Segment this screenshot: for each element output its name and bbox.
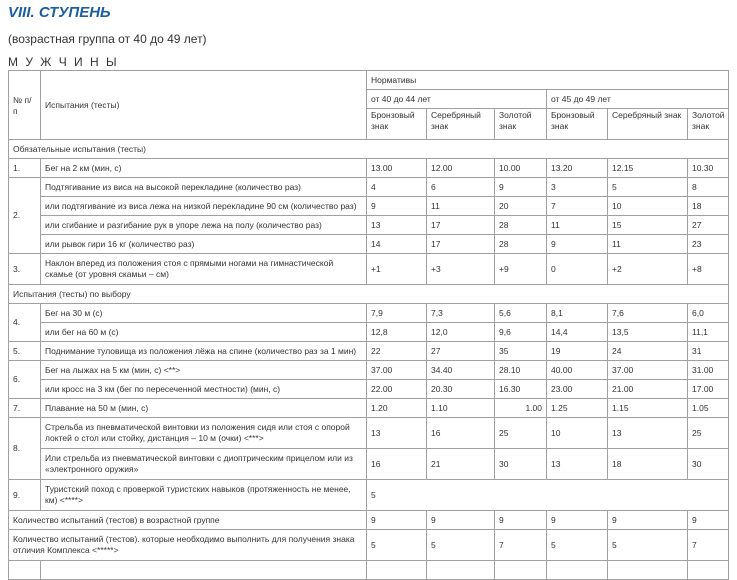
norm-value: +3 <box>427 254 495 285</box>
norm-value: 17 <box>427 216 495 235</box>
test-name: Бег на 2 км (мин, с) <box>41 159 367 178</box>
empty-row <box>9 561 729 580</box>
page-title: VIII. СТУПЕНЬ <box>8 4 111 21</box>
norm-value: 28 <box>495 216 547 235</box>
test-name: Наклон вперед из положения стоя с прямыми ногами на гимнастической скамье (от уровня скамьи – см) <box>41 254 367 285</box>
norm-value: 35 <box>495 342 547 361</box>
norm-value: 17.00 <box>688 380 729 399</box>
norm-value: 11 <box>608 235 688 254</box>
norm-value: 10.00 <box>495 159 547 178</box>
test-name: Бег на 30 м (с) <box>41 304 367 323</box>
norm-value: 13.00 <box>367 159 427 178</box>
row-number: 6. <box>9 361 41 399</box>
header-sign-4: Серебряный знак <box>608 109 688 140</box>
table-row <box>9 399 729 418</box>
norm-value: 10 <box>547 418 608 449</box>
norm-value: 1.10 <box>427 399 495 418</box>
gender-heading: М У Ж Ч И Н Ы <box>8 55 119 69</box>
norm-value: 10.30 <box>688 159 729 178</box>
norm-value: 5 <box>547 530 608 561</box>
test-name: Поднимание туловища из положения лёжа на спине (количество раз за 1 мин) <box>41 342 367 361</box>
norm-value: 27 <box>427 342 495 361</box>
norm-value: 5 <box>427 530 495 561</box>
empty-cell <box>41 561 367 580</box>
table-row <box>9 323 729 342</box>
norm-value: 25 <box>688 418 729 449</box>
norm-value: 1.25 <box>547 399 608 418</box>
norm-value: 10 <box>608 197 688 216</box>
norm-value: 40.00 <box>547 361 608 380</box>
norm-value: 30 <box>495 449 547 480</box>
norm-value: 34.40 <box>427 361 495 380</box>
norm-value: 24 <box>608 342 688 361</box>
norm-value: 13 <box>367 418 427 449</box>
total-label: Количество испытаний (тестов) в возрастной группе <box>9 511 367 530</box>
test-name: Бег на лыжах на 5 км (мин, с) <**> <box>41 361 367 380</box>
norm-value: 5,6 <box>495 304 547 323</box>
header-sign-1: Серебряный знак <box>427 109 495 140</box>
table-row <box>9 449 729 480</box>
empty-cell <box>608 561 688 580</box>
norms-table <box>8 70 729 580</box>
norm-value: 9 <box>495 178 547 197</box>
table-row <box>9 197 729 216</box>
table-row <box>9 178 729 197</box>
norm-value: 19 <box>547 342 608 361</box>
norm-value: 17 <box>427 235 495 254</box>
row-number: 4. <box>9 304 41 342</box>
empty-cell <box>688 561 729 580</box>
header-age-45-49: от 45 до 49 лет <box>547 90 729 109</box>
empty-cell <box>427 561 495 580</box>
section-label: Испытания (тесты) по выбору <box>9 285 729 304</box>
norm-value: 14,4 <box>547 323 608 342</box>
row-number: 5. <box>9 342 41 361</box>
norm-value: 1.05 <box>688 399 729 418</box>
table-row <box>9 304 729 323</box>
header-num: № п/п <box>9 71 41 140</box>
norm-value: +8 <box>688 254 729 285</box>
total-row <box>9 511 729 530</box>
row-number: 7. <box>9 399 41 418</box>
test-name: Стрельба из пневматической винтовки из положения сидя или стоя с опорой локтей о стол или стойку, дистанция – 10 м (очки) <***> <box>41 418 367 449</box>
row-number: 1. <box>9 159 41 178</box>
header-tests: Испытания (тесты) <box>41 71 367 140</box>
table-row <box>9 418 729 449</box>
age-group-subtitle: (возрастная группа от 40 до 49 лет) <box>8 32 207 46</box>
norm-value: 9 <box>427 511 495 530</box>
test-name: или рывок гири 16 кг (количество раз) <box>41 235 367 254</box>
table-row <box>9 361 729 380</box>
table-row <box>9 159 729 178</box>
norm-value: 4 <box>367 178 427 197</box>
test-name: или кросс на 3 км (бег по пересеченной местности) (мин, с) <box>41 380 367 399</box>
norm-value: +9 <box>495 254 547 285</box>
norm-value: 18 <box>688 197 729 216</box>
norm-value: 3 <box>547 178 608 197</box>
empty-cell <box>9 561 41 580</box>
norm-value: 9 <box>367 197 427 216</box>
test-name: или сгибание и разгибание рук в упоре лежа на полу (количество раз) <box>41 216 367 235</box>
table-row <box>9 480 729 511</box>
total-row <box>9 530 729 561</box>
norm-value: 12,0 <box>427 323 495 342</box>
norm-value: 0 <box>547 254 608 285</box>
header-sign-2: Золотой знак <box>495 109 547 140</box>
norm-value: 12.00 <box>427 159 495 178</box>
norm-value: 7,6 <box>608 304 688 323</box>
norm-value: 6,0 <box>688 304 729 323</box>
norm-value: 7 <box>688 530 729 561</box>
header-row <box>9 71 729 90</box>
section-row <box>9 285 729 304</box>
norm-value: 23.00 <box>547 380 608 399</box>
total-label: Количество испытаний (тестов). которые необходимо выполнить для получения знака отличия Комплекса <*****> <box>9 530 367 561</box>
norm-value: 13 <box>547 449 608 480</box>
norm-value: 13.20 <box>547 159 608 178</box>
norm-value: 16 <box>367 449 427 480</box>
norm-value: 1.00 <box>495 399 547 418</box>
norm-value: 13,5 <box>608 323 688 342</box>
norm-value: 15 <box>608 216 688 235</box>
norm-value: 16 <box>427 418 495 449</box>
norm-value: 9 <box>547 235 608 254</box>
norm-value: 13 <box>608 418 688 449</box>
norm-value: 8 <box>688 178 729 197</box>
norm-value: 13 <box>367 216 427 235</box>
test-name: Или стрельба из пневматической винтовки с диоптрическим прицелом или из «электронного оружия» <box>41 449 367 480</box>
row-number: 8. <box>9 418 41 480</box>
norm-value: 7 <box>547 197 608 216</box>
norm-value: 37.00 <box>367 361 427 380</box>
norm-value: 9 <box>547 511 608 530</box>
norm-value: 5 <box>367 480 729 511</box>
norm-value: 5 <box>608 178 688 197</box>
norm-value: 8,1 <box>547 304 608 323</box>
norm-value: 9,6 <box>495 323 547 342</box>
test-name: Плавание на 50 м (мин, с) <box>41 399 367 418</box>
norm-value: 21 <box>427 449 495 480</box>
row-number: 9. <box>9 480 41 511</box>
norm-value: 1.15 <box>608 399 688 418</box>
norm-value: 6 <box>427 178 495 197</box>
row-number: 2. <box>9 178 41 254</box>
norm-value: 31 <box>688 342 729 361</box>
norm-value: 37.00 <box>608 361 688 380</box>
norm-value: 20.30 <box>427 380 495 399</box>
test-name: Туристский поход с проверкой туристских навыков (протяженность не менее, км) <****> <box>41 480 367 511</box>
norm-value: 11 <box>427 197 495 216</box>
empty-cell <box>547 561 608 580</box>
norm-value: 9 <box>495 511 547 530</box>
header-sign-3: Бронзовый знак <box>547 109 608 140</box>
norm-value: 9 <box>688 511 729 530</box>
norm-value: 28 <box>495 235 547 254</box>
empty-cell <box>495 561 547 580</box>
norm-value: 9 <box>367 511 427 530</box>
header-age-40-44: от 40 до 44 лет <box>367 90 547 109</box>
norm-value: 30 <box>688 449 729 480</box>
table-row <box>9 235 729 254</box>
norm-value: 20 <box>495 197 547 216</box>
table-row <box>9 380 729 399</box>
header-norms: Нормативы <box>367 71 729 90</box>
norm-value: 9 <box>608 511 688 530</box>
table-row <box>9 254 729 285</box>
norm-value: 23 <box>688 235 729 254</box>
table-row <box>9 216 729 235</box>
row-number: 3. <box>9 254 41 285</box>
norm-value: 11,1 <box>688 323 729 342</box>
norm-value: 7,3 <box>427 304 495 323</box>
section-label: Обязательные испытания (тесты) <box>9 140 729 159</box>
table-row <box>9 342 729 361</box>
norm-value: 22.00 <box>367 380 427 399</box>
header-sign-5: Золотой знак <box>688 109 729 140</box>
norm-value: 21.00 <box>608 380 688 399</box>
norm-value: 22 <box>367 342 427 361</box>
norm-value: 7 <box>495 530 547 561</box>
norm-value: 12.15 <box>608 159 688 178</box>
norm-value: 12,8 <box>367 323 427 342</box>
norm-value: 28.10 <box>495 361 547 380</box>
norm-value: 5 <box>367 530 427 561</box>
norm-value: 27 <box>688 216 729 235</box>
section-row <box>9 140 729 159</box>
test-name: Подтягивание из виса на высокой перекладине (количество раз) <box>41 178 367 197</box>
norm-value: 11 <box>547 216 608 235</box>
norm-value: 18 <box>608 449 688 480</box>
norm-value: 14 <box>367 235 427 254</box>
norm-value: 1.20 <box>367 399 427 418</box>
norm-value: 25 <box>495 418 547 449</box>
norm-value: 31.00 <box>688 361 729 380</box>
empty-cell <box>367 561 427 580</box>
header-sign-0: Бронзовый знак <box>367 109 427 140</box>
norm-value: +1 <box>367 254 427 285</box>
test-name: или бег на 60 м (с) <box>41 323 367 342</box>
test-name: или подтягивание из виса лежа на низкой перекладине 90 см (количество раз) <box>41 197 367 216</box>
norm-value: 5 <box>608 530 688 561</box>
norm-value: 16.30 <box>495 380 547 399</box>
norm-value: +2 <box>608 254 688 285</box>
norm-value: 7,9 <box>367 304 427 323</box>
